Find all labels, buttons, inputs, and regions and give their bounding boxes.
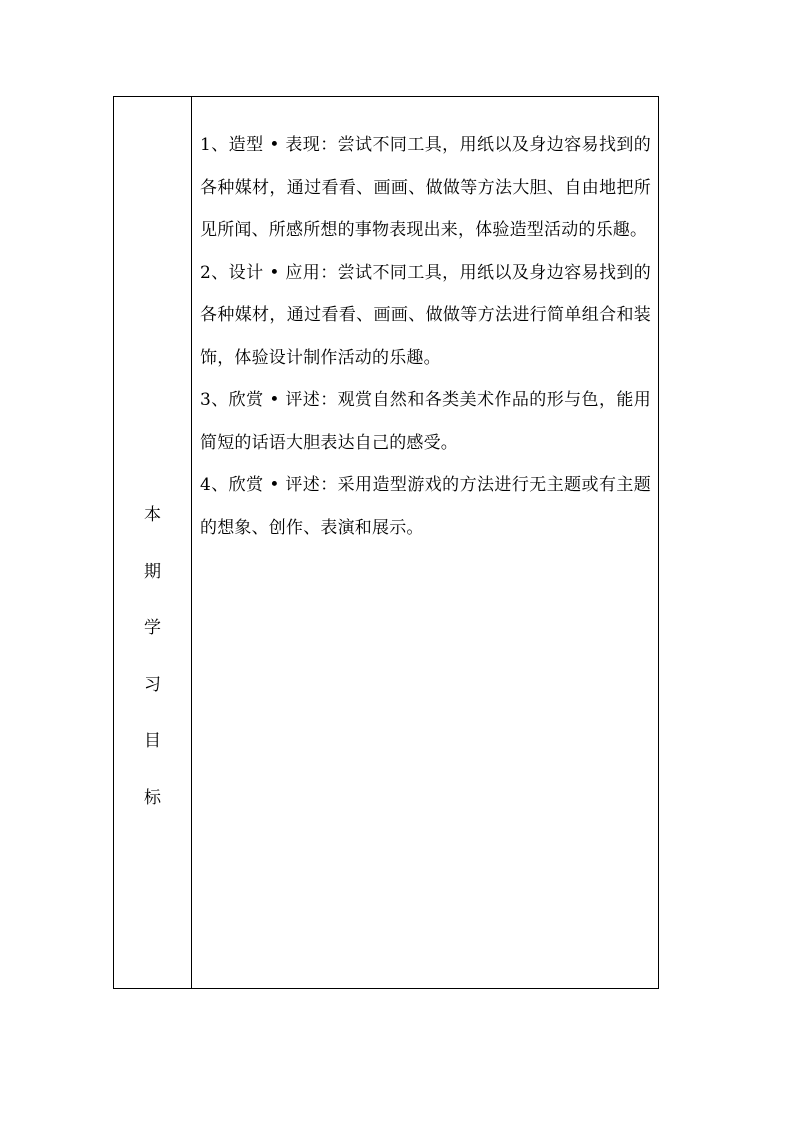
label-char: 习 [144, 674, 161, 695]
label-char: 本 [144, 505, 161, 525]
label-char: 期 [144, 561, 161, 582]
goal-item-3: 3、欣赏 • 评述：观赏自然和各类美术作品的形与色，能用简短的话语大胆表达自己的感受。 [200, 390, 651, 453]
label-char: 学 [144, 618, 161, 638]
learning-goals-table [113, 96, 659, 989]
goal-item-4: 4、欣赏 • 评述：采用造型游戏的方法进行无主题或有主题的想象、创作、表演和展示。 [200, 475, 651, 538]
label-char: 目 [144, 731, 161, 751]
goal-item-2: 2、设计 • 应用：尝试不同工具，用纸以及身边容易找到的各种媒材，通过看看、画画、做做等方法进行简单组合和装饰，体验设计制作活动的乐趣。 [200, 262, 651, 368]
goals-content-cell [192, 97, 658, 988]
label-cell [114, 97, 192, 988]
label-char: 标 [144, 787, 161, 808]
goal-item-1: 1、造型 • 表现：尝试不同工具，用纸以及身边容易找到的各种媒材，通过看看、画画、做做等方法大胆、自由地把所见所闻、所感所想的事物表现出来，体验造型活动的乐趣。 [200, 135, 651, 240]
label-vertical-text [114, 487, 191, 826]
